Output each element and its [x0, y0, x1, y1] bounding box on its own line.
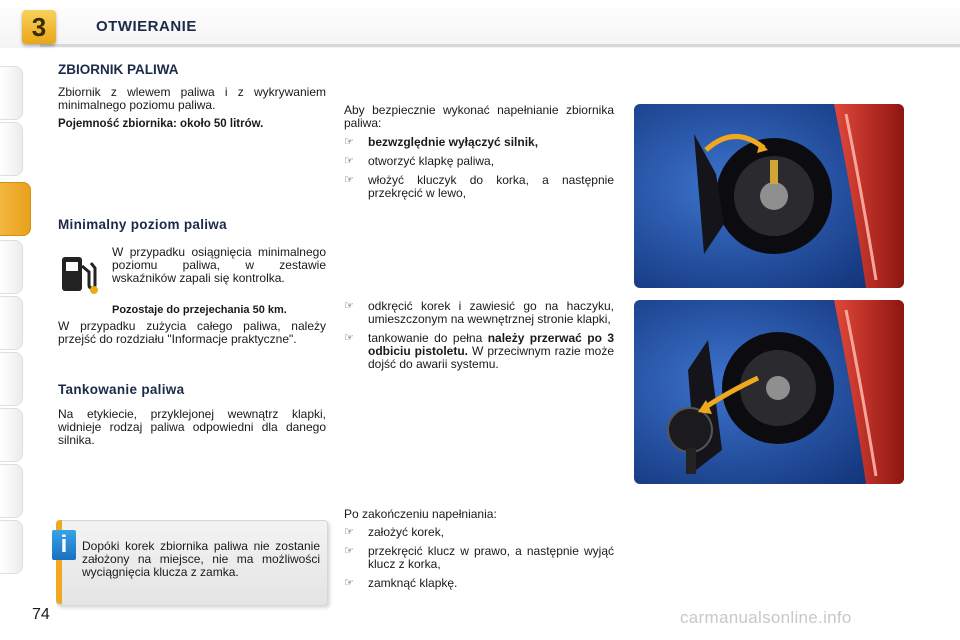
min-level-text: W przypadku osiągnięcia minimalnego poziomu paliwa, w zestawie wskaźników zapali się kontrolka. — [112, 245, 326, 285]
pointing-hand-icon: ☞ — [344, 545, 354, 557]
step-text-pre: tankowanie do pełna — [368, 331, 488, 345]
steps-mid-list — [344, 300, 614, 377]
fuel-flap-photo-1 — [634, 104, 904, 288]
pointing-hand-icon: ☞ — [344, 155, 354, 167]
pointing-hand-icon: ☞ — [344, 526, 354, 538]
list-item — [344, 545, 614, 571]
pointing-hand-icon: ☞ — [344, 136, 354, 148]
step-text: bezwzględnie wyłączyć silnik, — [368, 135, 539, 149]
list-item — [344, 526, 614, 539]
remaining-range: Pozostaje do przejechania 50 km. — [112, 304, 287, 316]
chapter-number-badge: 3 — [22, 10, 56, 44]
chapter-title: OTWIERANIE — [96, 18, 197, 35]
watermark: carmanualsonline.info — [680, 608, 852, 627]
chapter-tab-2[interactable] — [0, 122, 23, 176]
chapter-tab-5[interactable] — [0, 296, 23, 350]
refuel-text: Na etykiecie, przyklejonej wewnątrz klapki, widnieje rodzaj paliwa odpowiedni dla danego silnika. — [58, 407, 326, 447]
pointing-hand-icon: ☞ — [344, 577, 354, 589]
pointing-hand-icon: ☞ — [344, 332, 354, 344]
chapter-tab-1[interactable] — [0, 66, 23, 120]
step-text: włożyć kluczyk do korka, a następnie przekręcić w lewo, — [368, 173, 614, 200]
steps-top-list — [344, 136, 614, 206]
chapter-tab-8[interactable] — [0, 464, 23, 518]
step-text: zamknąć klapkę. — [368, 576, 458, 590]
list-item — [344, 332, 614, 371]
list-item — [344, 155, 614, 168]
fuel-pump-icon — [58, 252, 102, 296]
chapter-tab-3-active[interactable] — [0, 182, 31, 236]
chapter-tab-9[interactable] — [0, 520, 23, 574]
step-text-warning: należy przerwać po 3 odbiciu pistoletu. — [368, 331, 615, 358]
chapter-tab-7[interactable] — [0, 408, 23, 462]
info-box-text: Dopóki korek zbiornika paliwa nie zostanie założony na miejsce, nie ma możliwości wyciągnięcia klucza z zamka. — [82, 539, 320, 579]
chapter-tab-4[interactable] — [0, 240, 23, 294]
header-divider — [40, 44, 960, 47]
step-text-post: W przeciwnym razie może dojść do awarii systemu. — [368, 344, 614, 371]
min-level-title: Minimalny poziom paliwa — [58, 217, 227, 232]
steps-bottom-list — [344, 526, 614, 596]
step-text: przekręcić klucz w prawo, a następnie wyjąć klucz z korka, — [368, 544, 614, 571]
section-intro: Zbiornik z wlewem paliwa i z wykrywaniem minimalnego poziomu paliwa. — [58, 85, 326, 112]
pointing-hand-icon: ☞ — [344, 174, 354, 186]
step-text: odkręcić korek i zawiesić go na haczyku, umieszczonym na wewnętrznej stronie klapki, — [368, 299, 614, 326]
pointing-hand-icon: ☞ — [344, 300, 354, 312]
info-icon: i — [52, 530, 76, 560]
list-item — [344, 174, 614, 200]
tank-capacity: Pojemność zbiornika: około 50 litrów. — [58, 118, 264, 130]
list-item — [344, 136, 614, 149]
refuel-title: Tankowanie paliwa — [58, 382, 185, 397]
step-text: założyć korek, — [368, 525, 445, 539]
chapter-tab-6[interactable] — [0, 352, 23, 406]
step-text: otworzyć klapkę paliwa, — [368, 154, 495, 168]
min-level-note: W przypadku zużycia całego paliwa, należy przejść do rozdziału "Informacje praktyczne". — [58, 319, 326, 346]
list-item — [344, 300, 614, 326]
steps-top-intro: Aby bezpiecznie wykonać napełnianie zbiornika paliwa: — [344, 103, 614, 130]
section-title: ZBIORNIK PALIWA — [58, 62, 179, 77]
page-number: 74 — [32, 606, 50, 623]
list-item — [344, 577, 614, 590]
steps-bottom-intro: Po zakończeniu napełniania: — [344, 507, 497, 521]
fuel-flap-photo-2 — [634, 300, 904, 484]
